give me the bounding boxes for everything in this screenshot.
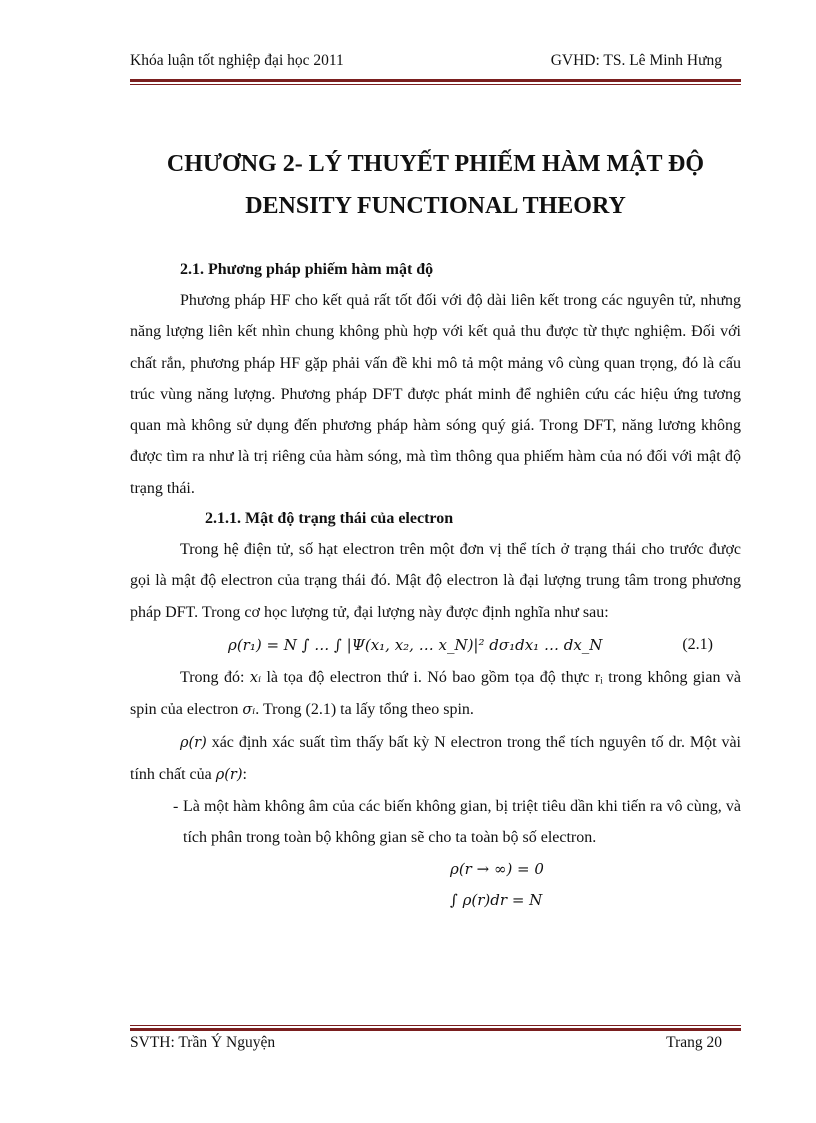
page-body bbox=[130, 255, 741, 916]
where-text: là tọa độ electron thứ i. Nó bao gồm tọa độ thực rᵢ trong không gian và spin của electron bbox=[130, 668, 742, 719]
chapter-title bbox=[130, 143, 741, 227]
footer-divider bbox=[130, 1025, 741, 1031]
header-right: GVHD: TS. Lê Minh Hưng bbox=[550, 52, 722, 69]
equation-number: (2.1) bbox=[682, 635, 713, 653]
bullet-text: Là một hàm không âm của các biến không gian, bị triệt tiêu dần khi tiến ra vô cùng, và tích phân trong toàn bộ không gian sẽ cho ta toàn bộ số electron. bbox=[183, 798, 741, 847]
rho-end: : bbox=[242, 765, 247, 783]
where-prefix: Trong đó: bbox=[180, 668, 250, 686]
header-divider bbox=[130, 79, 741, 85]
equation-integral: ∫ ρ(r)dr = N bbox=[450, 890, 543, 909]
chapter-title-line1: CHƯƠNG 2- LÝ THUYẾT PHIẾM HÀM MẬT ĐỘ bbox=[166, 151, 705, 177]
where-sigma: σᵢ bbox=[242, 702, 256, 719]
property-bullet bbox=[130, 791, 741, 854]
rho-text: xác định xác suất tìm thấy bất kỳ N electron trong thể tích nguyên tố dr. Một vài tính chất của bbox=[130, 733, 741, 783]
rho-paragraph bbox=[130, 727, 741, 792]
where-paragraph bbox=[130, 662, 741, 727]
section-paragraph: Phương pháp HF cho kết quả rất tốt đối với độ dài liên kết trong các nguyên tử, nhưng năng lượng liên kết nhìn chung không phù hợp với kết quả thu được từ thực nghiệm. Đối với chất rắn, phương pháp HF gặp phải vấn đề khi mô tả một mảng vô cùng quan trọng, đó là cấu trúc vùng năng lượng. Phương pháp DFT được phát minh để nghiên cứu các hiệu ứng tương quan mà không sử dụng đến phương pháp hàm sóng quý giá. Trong DFT, năng lương không được tìm ra như là trị riêng của hàm sóng, mà tìm thông qua phiếm hàm của nó đối với mật độ trạng thái. bbox=[130, 292, 741, 497]
footer-left: SVTH: Trần Ý Nguyện bbox=[130, 1034, 276, 1051]
subsection-paragraph: Trong hệ điện tử, số hạt electron trên một đơn vị thể tích ở trạng thái cho trước được gọi là mật độ electron của trạng thái đó. Mật độ electron là đại lượng trung tâm trong phương pháp DFT. Trong cơ học lượng tử, đại lượng này được định nghĩa như sau: bbox=[130, 541, 741, 621]
rho-symbol: ρ(r) bbox=[180, 734, 207, 751]
section-heading: 2.1. Phương pháp phiếm hàm mật độ bbox=[180, 261, 434, 278]
footer-right: Trang 20 bbox=[666, 1034, 722, 1051]
chapter-title-line2: DENSITY FUNCTIONAL THEORY bbox=[245, 193, 626, 219]
header-left: Khóa luận tốt nghiệp đại học 2011 bbox=[130, 52, 344, 69]
where-variable: xᵢ bbox=[249, 669, 261, 686]
equation-2-1 bbox=[130, 628, 741, 662]
where-end: . Trong (2.1) ta lấy tổng theo spin. bbox=[255, 701, 474, 719]
rho-symbol-2: ρ(r) bbox=[215, 766, 243, 783]
subsection-heading: 2.1.1. Mật độ trạng thái của electron bbox=[205, 510, 454, 528]
equation-limit: ρ(r → ∞) = 0 bbox=[450, 859, 544, 878]
equation-expression: ρ(r₁) = N ∫ … ∫ |Ψ(x₁, x₂, … x_N)|² dσ₁dx₁ … dx_N bbox=[228, 635, 603, 654]
bullet-dash: - bbox=[173, 798, 179, 816]
